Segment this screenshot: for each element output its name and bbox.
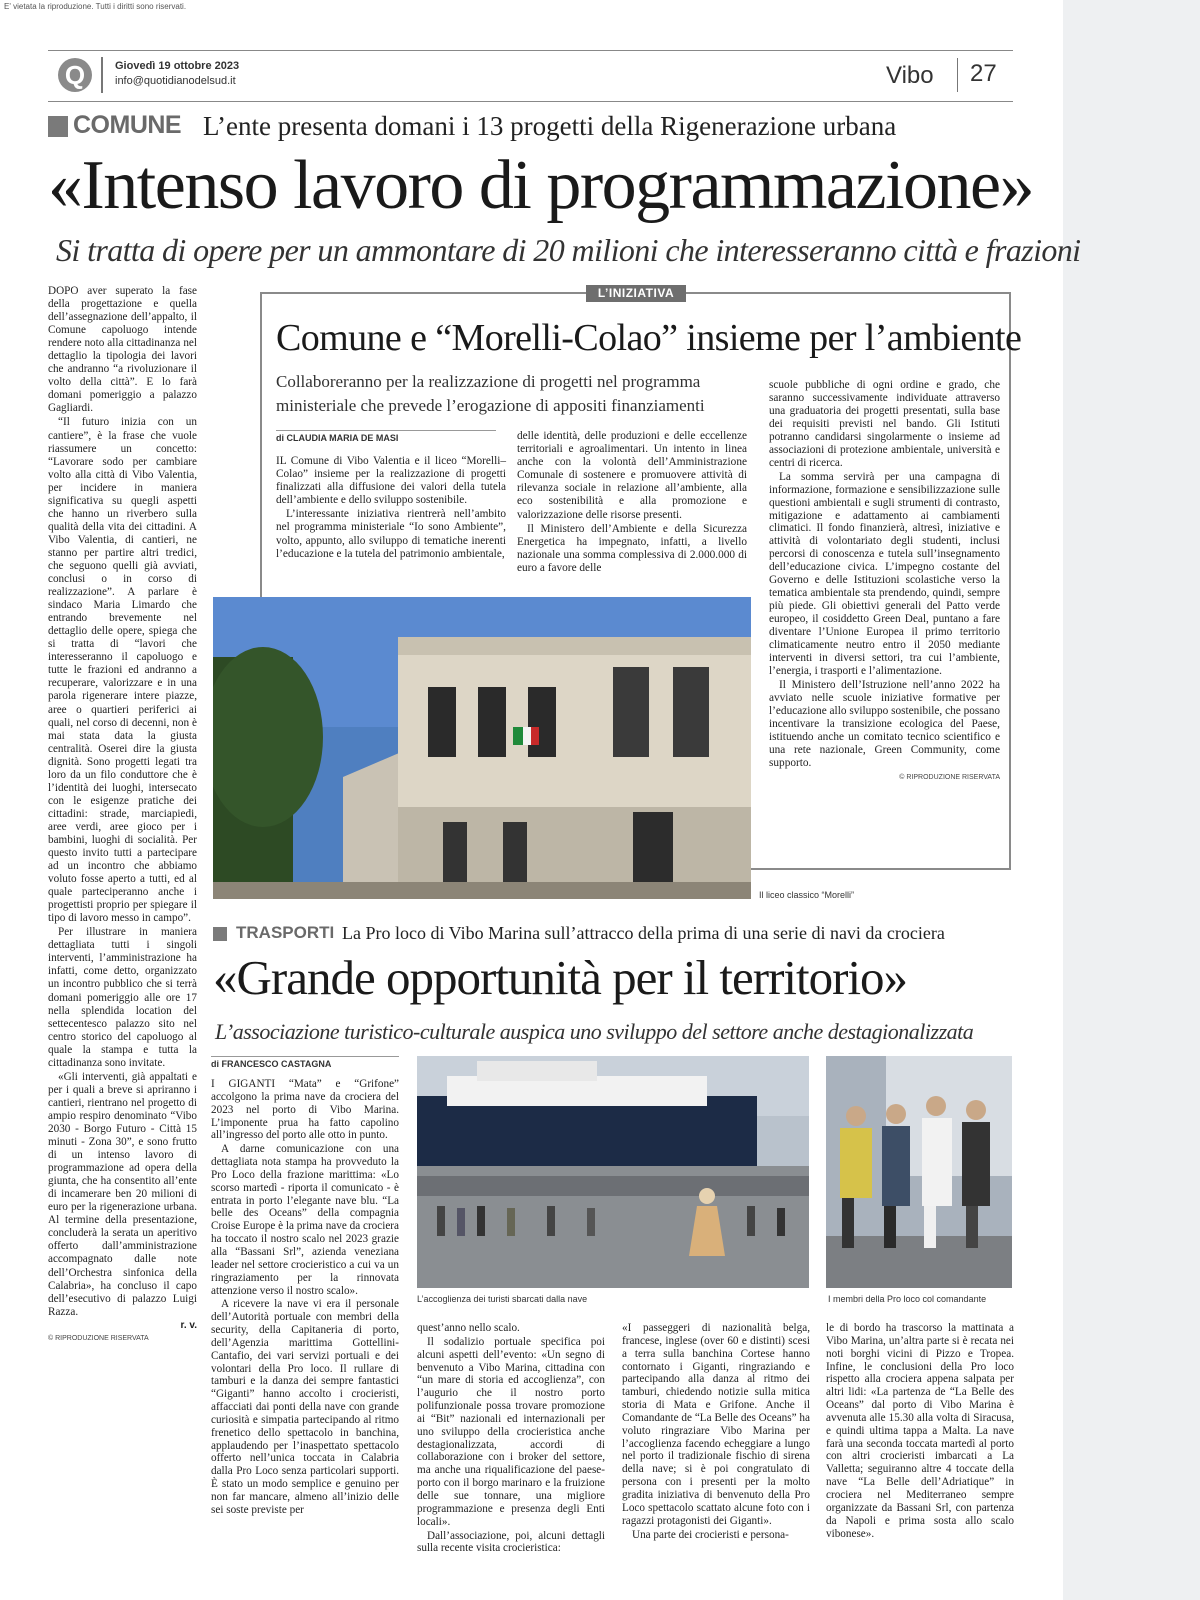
school-building-image <box>213 597 751 899</box>
article3-paragraph: Dall’associazione, poi, alcuni dettagli sulla recente visita crocieristica: <box>417 1529 605 1555</box>
article3-paragraph: «I passeggeri di nazionalità belga, francese, inglese (over 60 e distinti) scesi a terra sulla banchina Cortese hanno contornato i Giganti, ringraziando e partecipando alla danza al ritmo dei tamburi, chiedendo notizie sulla mitica storia di Mata e Grifone. Anche il Comandante de “La Belle des Oceans” ha voluto ringraziare Vibo Marina per l’accoglienza facendo echeggiare a lungo nel porto il tradizionale fischio di sirena della nave; si è poi congratulato di persona con i presenti per la molto gradita iniziativa di benvenuto della Pro Loco spettacolo scattato alcune foto con i ragazzi protagonisti dei Giganti». <box>622 1322 810 1527</box>
school-photo <box>213 597 751 899</box>
article1-paragraph: «Gli interventi, già appaltati e per i quali a breve si apriranno i cantieri, rientrano nel progetto di ampio respiro denominato “Vibo 2030 - Borgo Futuro - Città 15 minuti - Zona 30”, e sono frutto di un intenso lavoro di programmazione ad opera della giunta, che ha consentito all’ente di incamerare ben 20 milioni di euro per la rigenerazione urbana. Al termine della presentazione, concluderà la serata un aperitivo offerto dall’amministrazione accompagnato dalle note dell’Orchestra sinfonica della Calabria», ha concluso il capo dell’esecutivo di palazzo Luigi Razza. <box>48 1070 197 1318</box>
article2-column-2 <box>517 430 747 576</box>
article2-rights: © RIPRODUZIONE RISERVATA <box>899 773 1000 781</box>
article2-paragraph: Il Ministero dell’Ambiente e della Sicurezza Energetica ha impegnato, infatti, a livello nazionale una somma complessiva di 2.000.000 di euro a favore delle <box>517 522 747 574</box>
transport-kicker: TRASPORTI <box>236 923 335 942</box>
school-photo-caption: Il liceo classico “Morelli” <box>759 890 855 900</box>
proloco-photo <box>826 1056 1012 1288</box>
article-overline: L’ente presenta domani i 13 progetti della Rigenerazione urbana <box>203 111 897 141</box>
subheadline: Si tratta di opere per un ammontare di 20 milioni che interesseranno città e frazioni <box>56 232 1081 268</box>
header-rule-top <box>48 50 1013 51</box>
contact-email: info@quotidianodelsud.it <box>115 75 236 87</box>
article-kicker: COMUNE <box>73 111 182 139</box>
headline: «Intenso lavoro di programmazione» <box>48 147 1034 224</box>
article1-signature: r. v. <box>180 1319 197 1331</box>
article3-column-2 <box>417 1322 605 1556</box>
header-divider <box>957 58 958 92</box>
viewer-background <box>1063 0 1200 1600</box>
article3-paragraph: A ricevere la nave vi era il personale dell’Autorità portuale con membri della security, della Capitaneria di porto, dell’Agenzia marittima Gottellini-Cantafio, dei vari servizi portuali e dei volontari della Pro loco. Il rullare di tamburi e la danza dei sempre fantastici “Giganti” hanno accolto i crocieristi, affacciati dai ponti della nave con grande curiosità e simpatia partecipando al ritmo frenetico dello spettacolo in banchina, applaudendo per l’inaspettato spettacolo offerto nell’unica toccata in Calabria dalla Pro Loco senza particolari supporti. È stato un modo semplice e genuino per non far mancare, almeno all’inizio delle sei soste previste per <box>211 1298 399 1516</box>
article2-paragraph: La somma servirà per una campagna di informazione, formazione e sensibilizzazione sulle questioni ambientali e sugli strumenti di contrasto, mitigazione e adattamento ai cambiamenti climatici. Il fondo finanzierà, altresì, iniziative e attività di volontariato degli studenti, inclusi percorsi di conoscenza e tutela sull’insegnamento dell’educazione civica. L’impegno costante del Governo e delle Istituzioni scolastiche verso la tematica ambientale sta prendendo, quindi, sempre più piede. Gli obiettivi generali del Patto verde europeo, il cosiddetto Green Deal, puntano a fare diventare l’Unione Europea il primo territorio climaticamente neutro entro il 2050 mediante interventi in diversi settori, tra cui l’ambiente, l’energia, i trasporti e l’alimentazione. <box>769 470 1000 677</box>
article3-column-3 <box>622 1322 810 1542</box>
article3-column-4 <box>826 1322 1014 1541</box>
proloco-photo-caption: I membri della Pro loco col comandante <box>828 1294 987 1304</box>
transport-subheadline: L’associazione turistico-culturale auspica uno sviluppo del settore anche destagionalizzata <box>215 1019 974 1044</box>
newspaper-logo: Q <box>58 58 92 92</box>
article2-paragraph: delle identità, delle produzioni e delle eccellenze territoriali e agroalimentari. Un intento in linea anche con la volontà dell’Amministrazione Comunale di sostenere e promuovere attività di rilevanza sociale in relazione all’ambiente, alla eco sostenibilità e alla promozione e valorizzazione delle risorse presenti. <box>517 430 747 521</box>
section-name: Vibo <box>886 62 934 89</box>
article3-column-1 <box>211 1078 399 1518</box>
issue-date: Giovedì 19 ottobre 2023 <box>115 60 240 72</box>
article3-paragraph: Una parte dei crocieristi e persona- <box>632 1528 789 1541</box>
article2-paragraph: Il Ministero dell’Istruzione nell’anno 2022 ha avviato nelle scuole iniziative formative per l’educazione allo sviluppo sostenibile, che possano incentivare la transizione ecologica del Paese, istituendo anche un comitato tecnico scientifico e una rete nazionale, Green Community, come supporto. <box>769 678 1000 769</box>
article1-column <box>48 285 197 1342</box>
transport-byline: di FRANCESCO CASTAGNA <box>211 1056 399 1069</box>
initiative-byline: di CLAUDIA MARIA DE MASI <box>276 430 496 443</box>
article2-column-3 <box>769 379 1000 781</box>
ship-photo <box>417 1056 809 1288</box>
article2-paragraph: IL Comune di Vibo Valentia e il liceo “Morelli–Colao” insieme per la realizzazione di progetti finalizzati alla diffusione dei valori della tutela dell’ambiente e dello sviluppo sostenibile. <box>276 455 506 507</box>
article1-rights: © RIPRODUZIONE RISERVATA <box>48 1334 149 1342</box>
article1-paragraph: Per illustrare in maniera dettagliata tutti i singoli interventi, l’amministrazione ha infatti, come detto, organizzato un incontro pubblico che si terrà domani pomeriggio alle ore 17 nella splendida location del settecentesco palazzo sito nel centro storico del capoluogo al quale la stampa e tutta la cittadinanza sono invitate. <box>48 926 197 1069</box>
article3-paragraph: Il sodalizio portuale specifica poi alcuni aspetti dell’evento: «Un segno di benvenuto a Vibo Marina, cittadina con “un mare di storia ed accoglienza”, con l’augurio che il nostro porto polifunzionale possa trovare promozione ai “Bit” nazionali ed internazionali per uno sviluppo della crocieristica anche destagionalizzata, accordi di collaborazione con i broker del settore, ma anche una riqualificazione del paese-porto con il borgo marinaro e la fruizione delle sue tonnare, una migliore programmazione e presenza degli Enti locali». <box>417 1335 605 1528</box>
ship-photo-caption: L’accoglienza dei turisti sbarcati dalla nave <box>417 1294 588 1304</box>
article3-paragraph: A darne comunicazione con una dettagliata nota stampa ha provveduto la Pro Loco della frazione marittima: «Lo scorso martedì - riporta il comunicato - è entrata in porto l’elegante nave blu. “La belle des Oceans” della compagnia Croise Europe è la prima nave da crociera ha toccato il nostro scalo nel 2023 grazie alla “Bassani Srl”, azienda veneziana leader nel settore crocieristico a cui va un ringraziamento per la rinnovata attenzione verso il nostro scalo». <box>211 1143 399 1297</box>
initiative-title: Comune e “Morelli-Colao” insieme per l’ambiente <box>276 317 1022 359</box>
article1-paragraph: DOPO aver superato la fase della progettazione e quella dell’assegnazione dell’appalto, il Comune capoluogo intende rendere noto alla cittadinanza nel dettaglio la tipologia dei lavori che andranno “a rivoluzionare il volto della città”. E lo farà domani pomeriggio a palazzo Gagliardi. <box>48 285 197 415</box>
article3-paragraph: quest’anno nello scalo. <box>417 1322 520 1334</box>
article2-paragraph: L’interessante iniziativa rientrerà nell’ambito nel programma ministeriale “Io sono Ambiente”, volto, appunto, allo sviluppo di tematiche inerenti l’educazione e la tutela del patrimonio ambientale, <box>276 508 506 560</box>
article2-column-1 <box>276 455 506 562</box>
copyright-notice: E' vietata la riproduzione. Tutti i diritti sono riservati. <box>4 2 187 11</box>
proloco-members-image <box>826 1056 1012 1288</box>
transport-overline: La Pro loco di Vibo Marina sull’attracco della prima di una serie di navi da crociera <box>342 923 945 943</box>
page-number: 27 <box>970 60 997 87</box>
transport-headline: «Grande opportunità per il territorio» <box>213 950 908 1005</box>
article1-paragraph: “Il futuro inizia con un cantiere”, è la frase che vuole riassumere un concetto: “Lavorare sodo per cambiare volto alla città di Vibo Valentia, per incidere in maniera significativa su quegli aspetti che hanno un riverbero sulla qualità della vita dei cittadini. A Vibo Valentia, di cantieri, ne stanno per partire altri tredici, che seguono quelli già avviati, conclusi o in corso di realizzazione”. A parlare è sindaco Maria Limardo che entrando brevemente nel dettaglio delle opere, spiega che si tratta di “lavori che interesseranno il capoluogo e tutte le frazioni ed andranno a recuperare, valorizzare e in una parola rigenerare intere piazze, aree o quartieri periferici ai quali, nel corso di decenni, non è mai stata data la giusta centralità. Oserei dire la giusta dignità. Sono progetti legati tra loro da un filo conduttore che è l’identità dei luoghi, intersecato con le esigenze pratiche dei cittadini: strade, marciapiedi, aree verdi, aree gioco per i bambini, luoghi di socialità. Per questo invito tutti a partecipare ad un incontro che abbiamo voluto fosse aperto a tutti, ed al quale parteciperanno anche i progettisti proprio per spiegare il tipo di lavoro messo in campo”. <box>48 416 197 925</box>
article3-paragraph: le di bordo ha trascorso la mattinata a Vibo Marina, un’altra parte si è recata nei noti borghi vicini di Pizzo e Tropea. Infine, le conclusioni della Pro loco rispetto alla crociera appena salpata per altri lidi: «La partenza de “La Belle des Oceans” dal porto di Vibo Marina è avvenuta alle 15.30 alla volta di Siracusa, e quindi ultima tappa a Malta. La nave farà una seconda toccata martedì al porto con altri crocieristi imbarcati a La Valletta; seguiranno altre 4 toccate della nave “La Belle dell’Adriatique” in crociera nel Mediterraneo sempre organizzate da Bassani Srl, con partenza da Napoli e prima sosta allo scalo vibonese». <box>826 1322 1014 1540</box>
kicker-square <box>213 927 227 941</box>
kicker-square <box>48 116 68 137</box>
article3-paragraph: I GIGANTI “Mata” e “Grifone” accolgono la prima nave da crociera del 2023 nel porto di Vibo Marina. L’imponente prua ha fatto capolino all’ingresso del porto alle otto in punto. <box>211 1078 399 1142</box>
initiative-tag: L’INIZIATIVA <box>586 285 686 302</box>
initiative-subtitle: Collaboreranno per la realizzazione di progetti nel programma ministeriale che prevede l’erogazione di appositi finanziamenti <box>276 372 705 415</box>
header-rule-bottom <box>48 101 1013 102</box>
article2-paragraph: scuole pubbliche di ogni ordine e grado, che saranno successivamente individuate attraverso una graduatoria dei progetti presentati, sulla base dei requisiti previsti nel bando. Gli Istituti potranno candidarsi singolarmente o insieme ad associazioni di protezione ambientale, università e centri di ricerca. <box>769 379 1000 469</box>
logo-divider <box>101 57 103 93</box>
cruise-ship-image <box>417 1056 809 1288</box>
